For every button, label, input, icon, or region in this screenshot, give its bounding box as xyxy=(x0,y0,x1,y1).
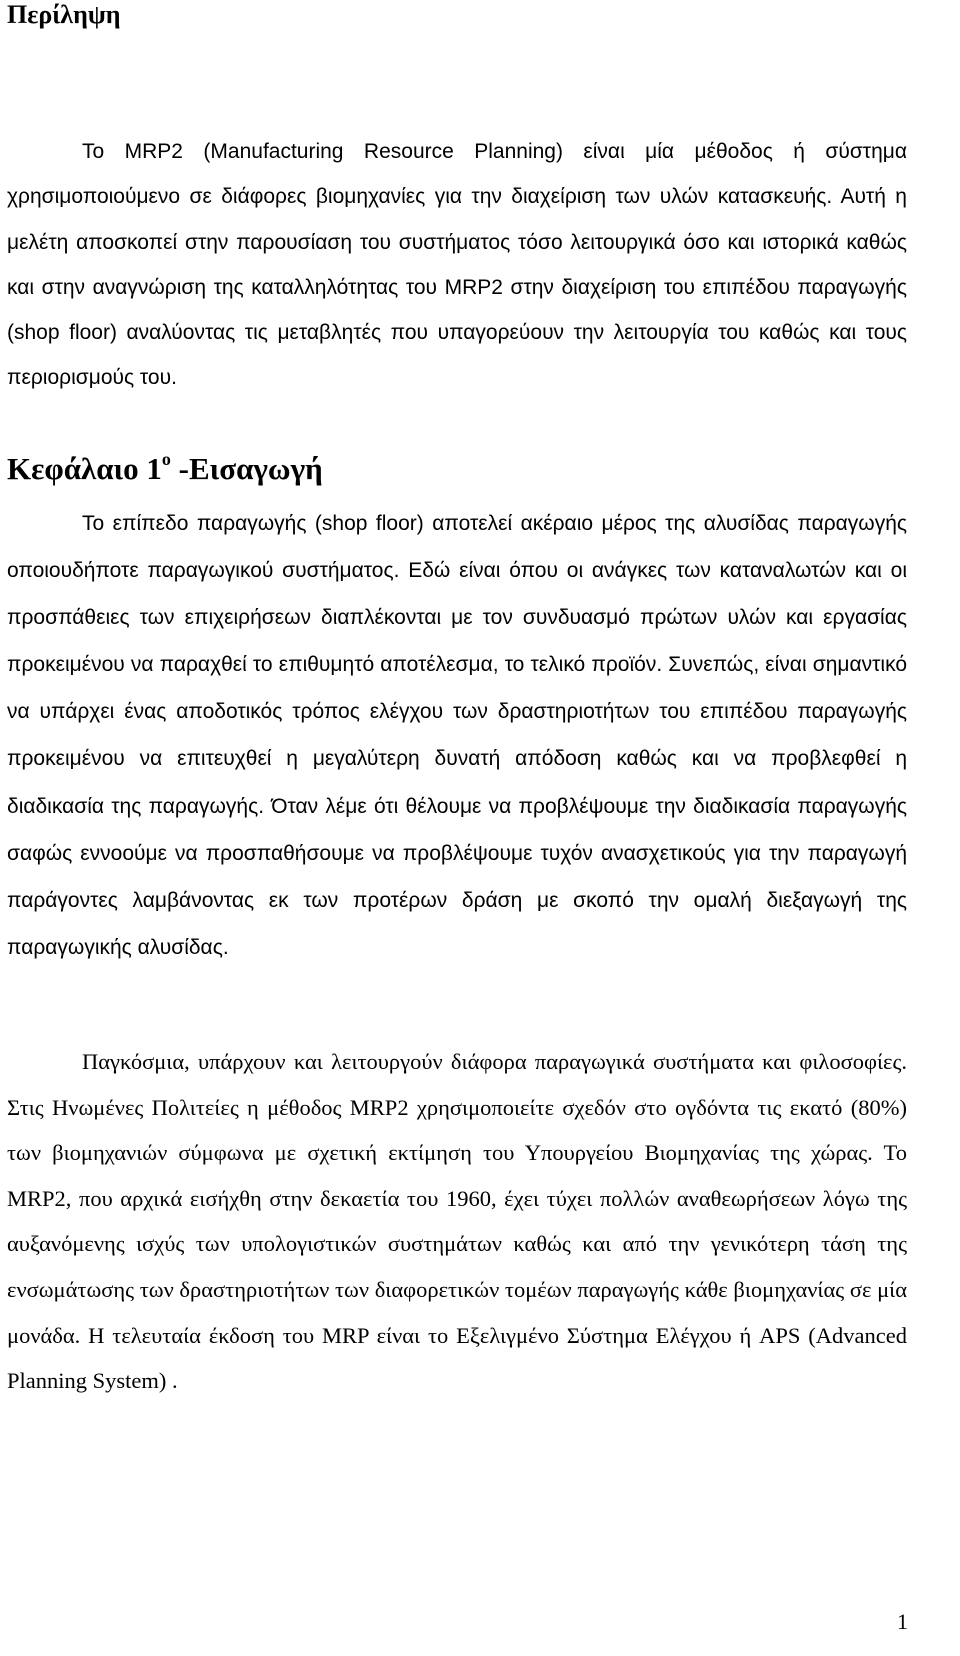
abstract-heading: Περίληψη xyxy=(7,0,121,29)
chapter-paragraph-2: Παγκόσμια, υπάρχουν και λειτουργούν διάφορα παραγωγικά συστήματα και φιλοσοφίες. Στις Ηνωμένες Πολιτείες η μέθοδος MRP2 χρησιμοποιείτε σχεδόν στο ογδόντα τις εκατό (80%) των βιομηχανιών σύμφωνα με σχετική εκτίμηση του Υπουργείου Βιομηχανίας της χώρας. Το MRP2, που αρχικά εισήχθη στην δεκαετία του 1960, έχει τύχει πολλών αναθεωρήσεων λόγω της αυξανόμενης ισχύς των υπολογιστικών συστημάτων καθώς και από την γενικότερη τάση της ενσωμάτωσης των δραστηριοτήτων των διαφορετικών τομέων παραγωγής κάθε βιομηχανίας σε μία μονάδα. Η τελευταία έκδοση του MRP είναι το Εξελιγμένο Σύστημα Ελέγχου ή APS (Advanced Planning System) . xyxy=(7,1049,907,1394)
page-number: 1 xyxy=(897,1609,908,1634)
chapter-heading xyxy=(7,448,323,490)
chapter-heading-ordinal: ο xyxy=(161,449,171,469)
chapter-heading-title: -Εισαγωγή xyxy=(170,451,323,486)
abstract-paragraph: Το MRP2 (Manufacturing Resource Planning) είναι μία μέθοδος ή σύστημα χρησιμοποιούμενο σε διάφορες βιομηχανίες για την διαχείριση των υλών κατασκευής. Αυτή η μελέτη αποσκοπεί στην παρουσίαση του συστήματος τόσο λειτουργικά όσο και ιστορικά καθώς και στην αναγνώριση της καταλληλότητας του MRP2 στην διαχείριση του επιπέδου παραγωγής (shop floor) αναλύοντας τις μεταβλητές που υπαγορεύουν την λειτουργία του καθώς και τους περιορισμούς του. xyxy=(7,140,907,390)
chapter-heading-prefix: Κεφάλαιο 1 xyxy=(7,451,162,486)
chapter-paragraph-1: Το επίπεδο παραγωγής (shop floor) αποτελεί ακέραιο μέρος της αλυσίδας παραγωγής οποιουδήποτε παραγωγικού συστήματος. Εδώ είναι όπου οι ανάγκες των καταναλωτών και οι προσπάθειες των επιχειρήσεων διαπλέκονται με τον συνδυασμό πρώτων υλών και εργασίας προκειμένου να παραχθεί το επιθυμητό αποτέλεσμα, το τελικό προϊόν. Συνεπώς, είναι σημαντικό να υπάρχει ένας αποδοτικός τρόπος ελέγχου των δραστηριοτήτων του επιπέδου παραγωγής προκειμένου να επιτευχθεί η μεγαλύτερη δυνατή απόδοση καθώς και να προβλεφθεί η διαδικασία της παραγωγής. Όταν λέμε ότι θέλουμε να προβλέψουμε την διαδικασία παραγωγής σαφώς εννοούμε να προσπαθήσουμε να προβλέψουμε τυχόν ανασχετικούς για την παραγωγή παράγοντες λαμβάνοντας εκ των προτέρων δράση με σκοπό την ομαλή διεξαγωγή της παραγωγικής αλυσίδας. xyxy=(7,512,907,959)
